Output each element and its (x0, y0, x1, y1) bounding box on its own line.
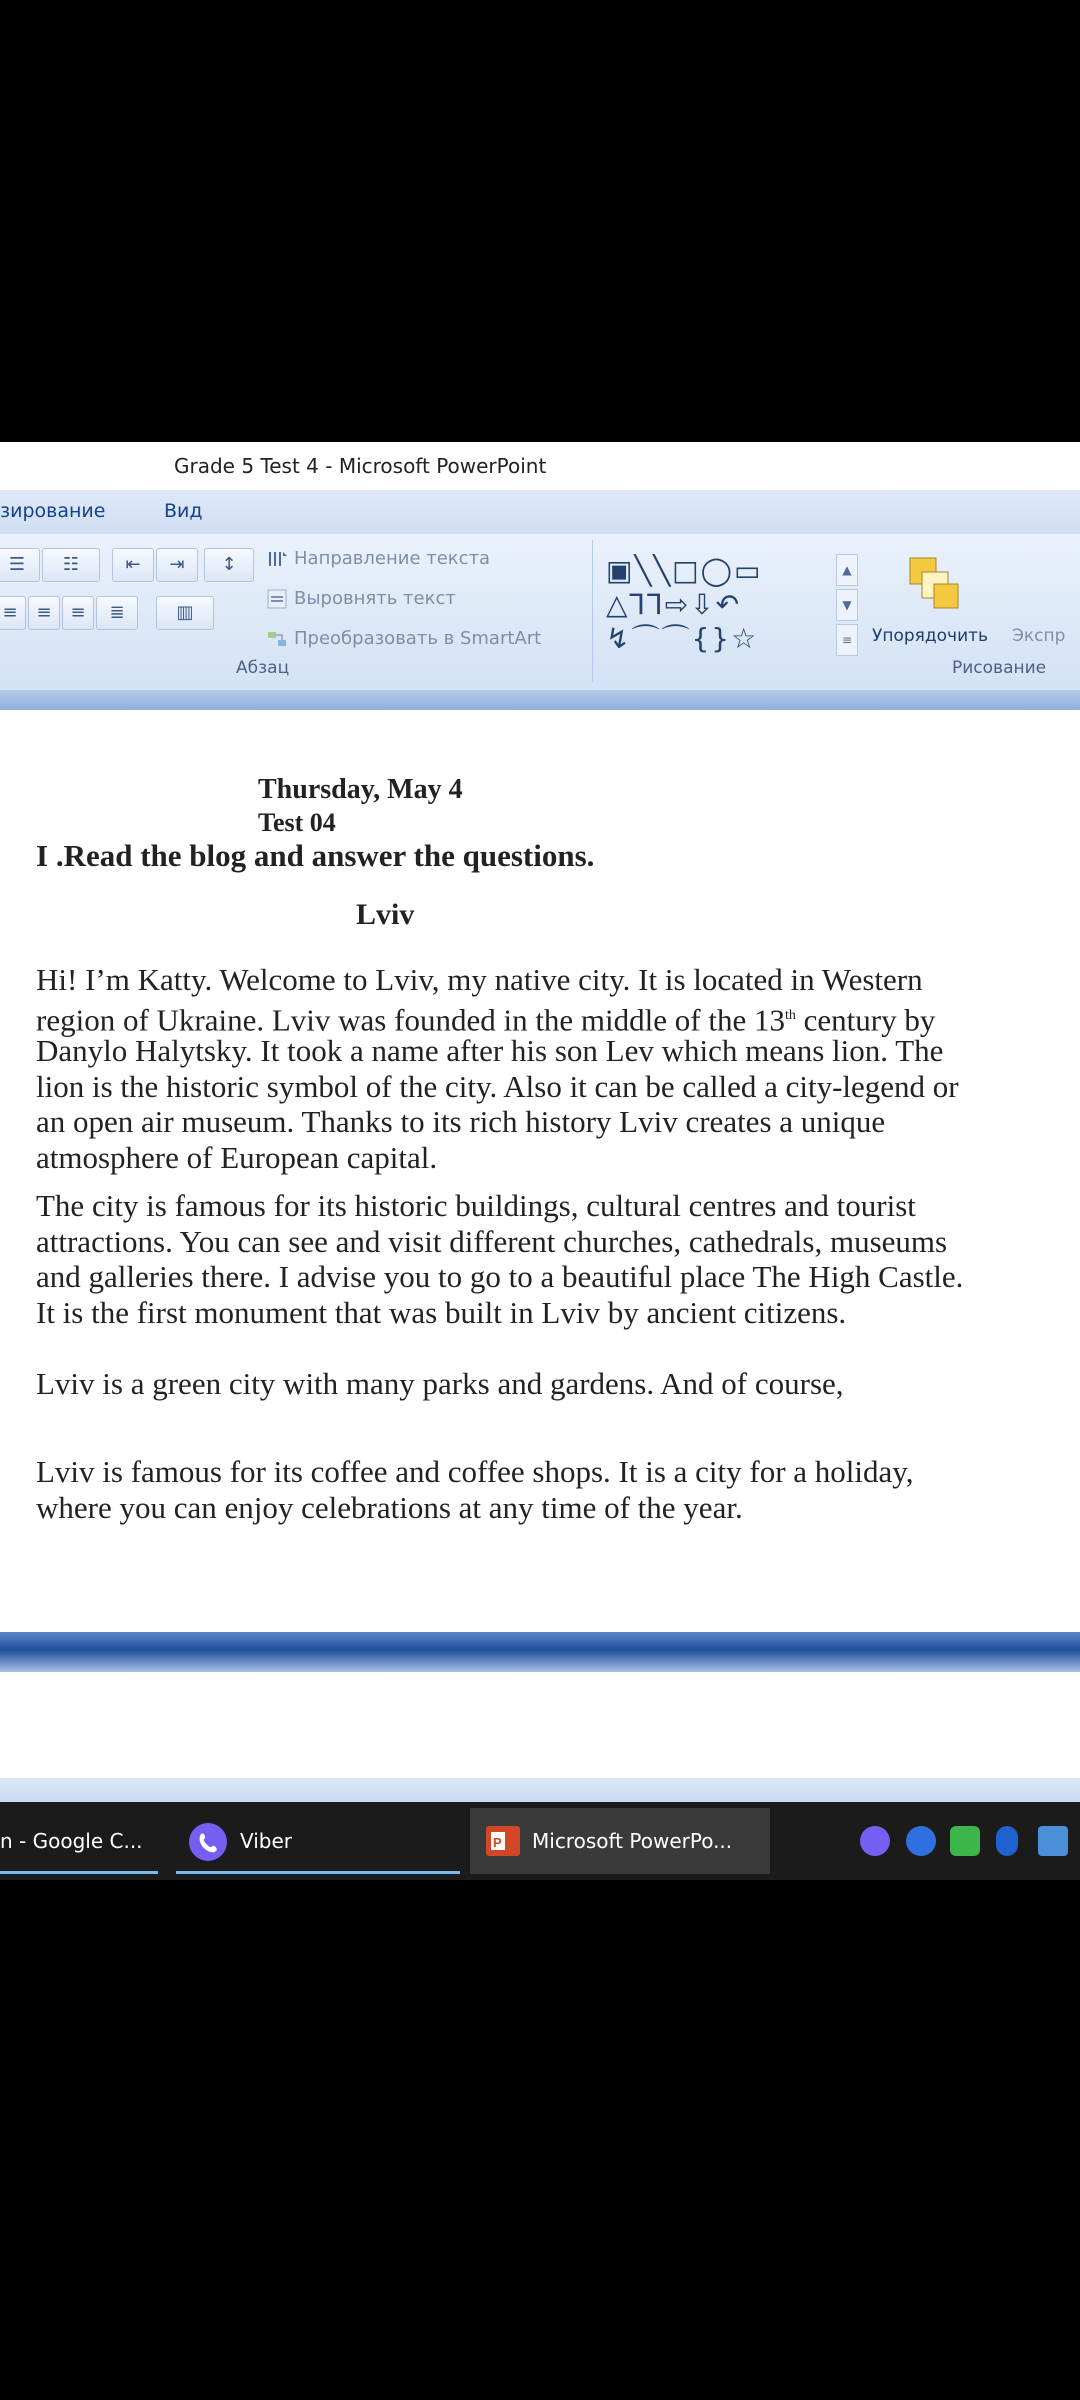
paragraph-3-line: Lviv is a green city with many parks and gardens. And of course, (36, 1366, 844, 1401)
numbering-button[interactable]: ☷ (42, 548, 100, 582)
shapes-row-1: ▣╲╲□◯▭ (606, 554, 763, 587)
superscript: th (784, 1007, 796, 1023)
text-direction-icon (266, 548, 288, 570)
decrease-indent-button[interactable]: ⇤ (112, 548, 154, 582)
svg-text:P: P (493, 1835, 502, 1850)
slide-canvas[interactable] (0, 710, 1080, 1630)
shapes-row-2: △⅂⅂⇨⇩↶ (606, 588, 742, 621)
line-text: century by (795, 1001, 936, 1037)
paragraph-2 (36, 1188, 1080, 1330)
paragraph-group-label: Абзац (236, 658, 290, 678)
powerpoint-icon (486, 1826, 520, 1856)
justify-button[interactable]: ≣ (96, 596, 138, 630)
slide-test-number: Test 04 (258, 808, 336, 837)
paragraph-1-line (36, 998, 1080, 1037)
title-bar (0, 442, 1080, 490)
text-direction-label: Направление текста (294, 548, 491, 569)
align-left-button[interactable]: ≡ (0, 596, 26, 630)
paragraph-1-line: lion is the historic symbol of the city. Also it can be called a city-legend or (36, 1068, 959, 1104)
taskbar-viber-label: Viber (240, 1829, 293, 1853)
window-title: Grade 5 Test 4 - Microsoft PowerPoint (174, 454, 547, 478)
paragraph-2-line: It is the first monument that was built in Lviv by ancient citizens. (36, 1294, 847, 1330)
tab-view[interactable]: Вид (164, 500, 203, 522)
tray-viber-icon[interactable] (860, 1826, 890, 1856)
paragraph-2-line: The city is famous for its historic buildings, cultural centres and tourist (36, 1188, 916, 1223)
slide-heading: I .Read the blog and answer the questions. (36, 838, 595, 873)
paragraph-1-line: Hi! I’m Katty. Welcome to Lviv, my native city. It is located in Western (36, 962, 923, 997)
express-styles-button[interactable]: Экспр (1012, 626, 1066, 646)
convert-smartart-button[interactable] (266, 628, 541, 650)
arrange-icon (906, 554, 962, 614)
slide-ruler (0, 690, 1080, 710)
text-direction-button[interactable] (266, 548, 490, 570)
paragraph-1-line: Danylo Halytsky. It took a name after his son Lev which means lion. The (36, 1033, 944, 1068)
paragraph-group (0, 540, 593, 682)
columns-button[interactable]: ▥ (156, 596, 214, 630)
tray-bluetooth-icon[interactable] (996, 1826, 1018, 1856)
shapes-row-3: ↯⌒⌒{}☆ (606, 622, 759, 655)
status-bar (0, 1778, 1080, 1802)
paragraph-1-line: an open air museum. Thanks to its rich history Lviv creates a unique (36, 1104, 886, 1139)
scroll-down-icon[interactable]: ▼ (836, 589, 858, 621)
line-spacing-button[interactable]: ↕ (204, 548, 254, 582)
line-text: region of Ukraine. Lviv was founded in the middle of the 13 (36, 1001, 785, 1037)
tab-review[interactable]: зирование (0, 500, 106, 522)
align-text-button[interactable] (266, 588, 456, 610)
viber-icon (188, 1822, 228, 1862)
align-text-icon (266, 588, 288, 610)
ribbon (0, 534, 1080, 691)
more-icon[interactable]: ≡ (836, 624, 858, 656)
align-center-button[interactable]: ≡ (28, 596, 60, 630)
paragraph-1 (36, 962, 1080, 1175)
active-indicator (176, 1871, 460, 1874)
paragraph-4-line: where you can enjoy celebrations at any time of the year. (36, 1489, 743, 1525)
slide-bottom-border (0, 1632, 1080, 1672)
tray-network-icon[interactable] (906, 1826, 936, 1856)
ribbon-tabs (0, 490, 1080, 535)
tray-security-icon[interactable] (950, 1826, 980, 1856)
active-indicator (0, 1871, 158, 1874)
slide-date: Thursday, May 4 (258, 774, 463, 805)
smartart-icon (266, 628, 288, 650)
convert-smartart-label: Преобразовать в SmartArt (294, 628, 542, 649)
arrange-button[interactable]: Упорядочить (872, 626, 989, 646)
taskbar-viber[interactable] (176, 1808, 460, 1874)
taskbar (0, 1802, 1080, 1880)
notes-pane[interactable] (0, 1672, 1080, 1780)
taskbar-chrome-label: n - Google C... (0, 1829, 143, 1853)
drawing-group (596, 540, 1080, 682)
screen (0, 442, 1080, 1880)
paragraph-2-line: and galleries there. I advise you to go to a beautiful place The High Castle. (36, 1259, 964, 1294)
taskbar-powerpoint-label: Microsoft PowerPo... (532, 1829, 733, 1853)
tray-app-icon[interactable] (1038, 1826, 1068, 1856)
paragraph-2-line: attractions. You can see and visit different churches, cathedrals, museums (36, 1223, 948, 1259)
slide-city-title: Lviv (356, 898, 415, 931)
drawing-group-label: Рисование (952, 658, 1047, 678)
taskbar-chrome[interactable] (0, 1808, 158, 1874)
paragraph-4 (36, 1454, 1080, 1525)
paragraph-1-line: atmosphere of European capital. (36, 1139, 438, 1175)
paragraph-4-line: Lviv is famous for its coffee and coffee shops. It is a city for a holiday, (36, 1454, 914, 1489)
bullets-button[interactable]: ☰ (0, 548, 40, 582)
align-right-button[interactable]: ≡ (62, 596, 94, 630)
increase-indent-button[interactable]: ⇥ (156, 548, 198, 582)
paragraph-3 (36, 1366, 1080, 1402)
align-text-label: Выровнять текст (294, 588, 456, 609)
shapes-scroll[interactable] (836, 554, 858, 654)
scroll-up-icon[interactable]: ▲ (836, 554, 858, 586)
taskbar-powerpoint[interactable] (470, 1808, 770, 1874)
shapes-gallery[interactable] (606, 554, 856, 654)
